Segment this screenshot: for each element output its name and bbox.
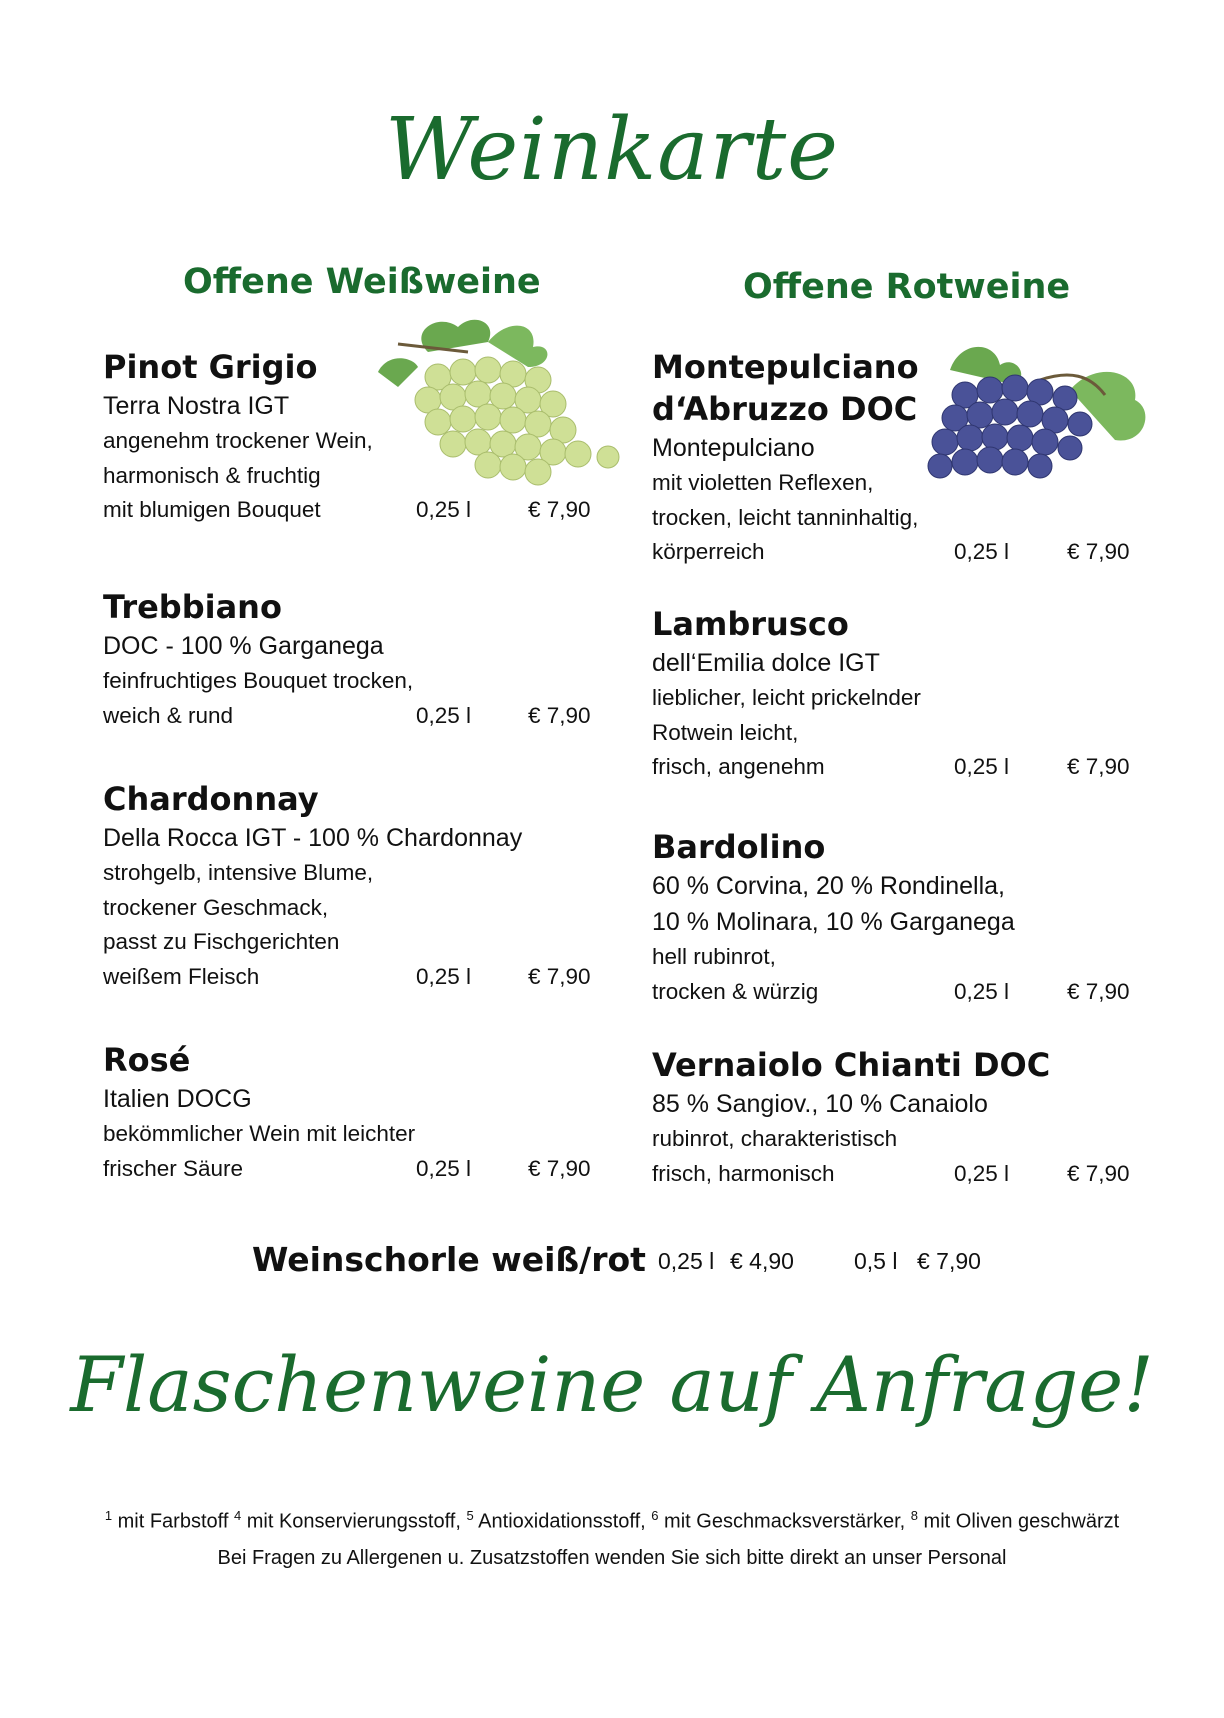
wine-name: Pinot Grigio bbox=[103, 348, 318, 386]
wine-description: lieblicher, leicht prickelnder bbox=[652, 685, 921, 710]
page-title: Weinkarte bbox=[384, 100, 840, 200]
wine-name-line2: d‘Abruzzo DOC bbox=[652, 390, 918, 428]
wine-price: € 7,90 bbox=[528, 963, 591, 989]
wine-origin: Terra Nostra IGT bbox=[103, 392, 290, 420]
footnote-number: 6 bbox=[651, 1508, 659, 1523]
wine-price: € 7,90 bbox=[528, 497, 591, 522]
weinschorle-price-small: € 4,90 bbox=[730, 1248, 794, 1274]
wine-origin: 85 % Sangiov., 10 % Canaiolo bbox=[652, 1090, 988, 1118]
wine-volume: 0,25 l bbox=[954, 1160, 1010, 1186]
wine-price: € 7,90 bbox=[1067, 1160, 1130, 1186]
wine-price: € 7,90 bbox=[1067, 539, 1130, 564]
wine-volume: 0,25 l bbox=[416, 497, 472, 522]
weinschorle-row bbox=[252, 1240, 1012, 1284]
wine-volume: 0,25 l bbox=[416, 963, 472, 989]
wine-volume: 0,25 l bbox=[416, 702, 472, 728]
footnote-text: mit Oliven geschwärzt bbox=[918, 1510, 1120, 1533]
wine-lambrusco bbox=[652, 603, 1152, 785]
bottle-wines-note: Flaschenweine auf Anfrage! bbox=[70, 1340, 1154, 1429]
wine-montepulciano bbox=[652, 346, 1152, 570]
wine-description: weich & rund bbox=[103, 702, 234, 728]
wine-volume: 0,25 l bbox=[954, 978, 1010, 1004]
red-wines-heading: Offene Rotweine bbox=[743, 267, 1071, 307]
wine-description: frischer Säure bbox=[103, 1155, 244, 1181]
wine-price: € 7,90 bbox=[1067, 754, 1130, 779]
wine-description: harmonisch & fruchtig bbox=[103, 462, 321, 488]
wine-volume: 0,25 l bbox=[954, 754, 1010, 779]
wine-price: € 7,90 bbox=[528, 1155, 591, 1181]
wine-bardolino bbox=[652, 826, 1152, 1009]
wine-description: frisch, angenehm bbox=[652, 754, 825, 779]
footnote-number: 8 bbox=[910, 1508, 918, 1523]
wine-volume: 0,25 l bbox=[954, 539, 1010, 564]
wine-description: trocken & würzig bbox=[652, 978, 819, 1004]
weinschorle-volume-small: 0,25 l bbox=[658, 1248, 715, 1274]
allergen-note: Bei Fragen zu Allergenen u. Zusatzstoffen wenden Sie sich bitte direkt an unser Personal bbox=[217, 1546, 1007, 1569]
footnote-text: mit Geschmacksverstärker, bbox=[658, 1510, 911, 1533]
wine-volume: 0,25 l bbox=[416, 1155, 472, 1181]
wine-origin: Montepulciano bbox=[652, 434, 815, 462]
footnote-text: Antioxidationsstoff, bbox=[473, 1510, 652, 1533]
wine-description: frisch, harmonisch bbox=[652, 1160, 835, 1186]
wine-origin: Della Rocca IGT - 100 % Chardonnay bbox=[103, 824, 523, 852]
wine-vernaiolo-chianti bbox=[652, 1044, 1152, 1191]
weinschorle-volume-large: 0,5 l bbox=[854, 1248, 898, 1274]
wine-name: Montepulciano bbox=[652, 348, 919, 386]
wine-pinot-grigio bbox=[103, 346, 603, 528]
footnote-number: 4 bbox=[233, 1508, 242, 1523]
wine-description: hell rubinrot, bbox=[652, 944, 776, 969]
wine-origin: Italien DOCG bbox=[103, 1085, 252, 1113]
wine-description: passt zu Fischgerichten bbox=[103, 929, 340, 954]
weinschorle-price-large: € 7,90 bbox=[917, 1248, 981, 1274]
wine-description: bekömmlicher Wein mit leichter bbox=[103, 1121, 416, 1146]
wine-description: angenehm trockener Wein, bbox=[103, 428, 373, 453]
wine-price: € 7,90 bbox=[1067, 978, 1130, 1004]
wine-chardonnay bbox=[103, 778, 603, 994]
wine-origin: 60 % Corvina, 20 % Rondinella, bbox=[652, 872, 1005, 900]
wine-rose bbox=[103, 1039, 603, 1186]
wine-trebbiano bbox=[103, 586, 603, 733]
wine-name: Bardolino bbox=[652, 828, 826, 866]
weinschorle-name: Weinschorle weiß/rot bbox=[252, 1240, 646, 1279]
additives-legend bbox=[0, 1498, 1224, 1540]
wine-description: weißem Fleisch bbox=[103, 963, 260, 989]
wine-name: Trebbiano bbox=[103, 588, 282, 626]
wine-price: € 7,90 bbox=[528, 702, 591, 728]
white-wines-heading: Offene Weißweine bbox=[183, 262, 541, 302]
wine-description: mit violetten Reflexen, bbox=[652, 470, 874, 495]
wine-name: Rosé bbox=[103, 1041, 191, 1079]
footnote-number: 5 bbox=[466, 1508, 474, 1523]
wine-description: Rotwein leicht, bbox=[652, 719, 799, 745]
wine-description: mit blumigen Bouquet bbox=[103, 497, 321, 522]
wine-name: Lambrusco bbox=[652, 605, 849, 643]
wine-name: Vernaiolo Chianti DOC bbox=[652, 1046, 1051, 1084]
footnotes bbox=[0, 1498, 1224, 1576]
wine-description: trockener Geschmack, bbox=[103, 894, 329, 920]
footnote-number: 1 bbox=[104, 1508, 113, 1523]
wine-name: Chardonnay bbox=[103, 780, 319, 818]
wine-description: körperreich bbox=[652, 539, 765, 564]
wine-origin: DOC - 100 % Garganega bbox=[103, 632, 384, 660]
wine-description: rubinrot, charakteristisch bbox=[652, 1126, 898, 1151]
wine-description: strohgelb, intensive Blume, bbox=[103, 860, 374, 885]
wine-origin: dell‘Emilia dolce IGT bbox=[652, 649, 880, 677]
wine-description: trocken, leicht tanninhaltig, bbox=[652, 504, 919, 530]
wine-description: feinfruchtiges Bouquet trocken, bbox=[103, 668, 414, 693]
wine-origin-line2: 10 % Molinara, 10 % Garganega bbox=[652, 908, 1015, 936]
footnote-text: mit Farbstoff bbox=[112, 1510, 234, 1533]
footnote-text: mit Konservierungsstoff, bbox=[241, 1510, 467, 1533]
